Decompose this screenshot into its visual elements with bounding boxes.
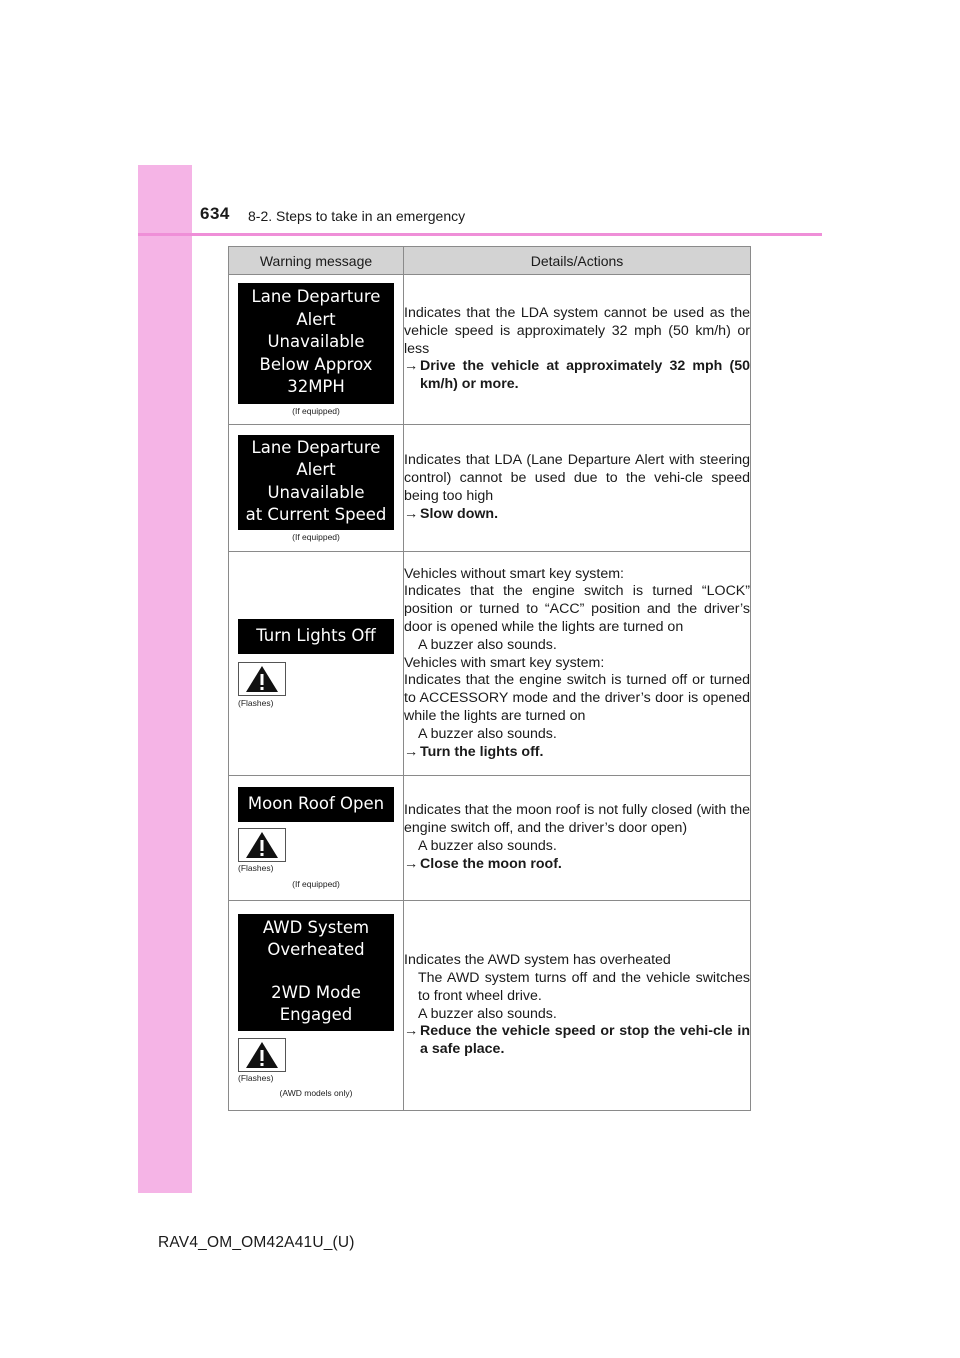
document-code-footer: RAV4_OM_OM42A41U_(U) — [158, 1234, 355, 1251]
chapter-side-tab — [138, 165, 192, 1193]
if-equipped-note: (If equipped) — [292, 878, 340, 889]
page-number: 634 — [200, 204, 230, 223]
warning-message-cell — [229, 425, 404, 552]
warning-light-box — [238, 662, 286, 696]
if-equipped-note: (If equipped) — [292, 405, 340, 416]
action-text — [404, 856, 750, 874]
warning-triangle-icon — [245, 831, 279, 859]
details-cell — [404, 776, 751, 901]
display-line: Lane Departure — [251, 287, 381, 307]
details-indented-text: A buzzer also sounds. — [418, 725, 557, 742]
display-line: Lane Departure — [251, 437, 381, 457]
details-text: Indicates the AWD system has overheated — [404, 952, 671, 969]
flashes-label: (Flashes) — [238, 862, 274, 873]
details-cell — [404, 901, 751, 1111]
details-text: Indicates that the LDA system cannot be used as the vehicle speed is approximately 32 mph (50 km/h) or less — [404, 305, 750, 357]
table-row — [229, 901, 751, 1111]
display-line: Alert — [296, 309, 336, 329]
action-label: Close the moon roof. — [420, 855, 562, 872]
details-indented-text: A buzzer also sounds. — [418, 1005, 557, 1022]
col-header-details-actions: Details/Actions — [404, 247, 751, 275]
display-line: Unavailable — [267, 482, 365, 502]
action-text — [404, 358, 750, 394]
table-row — [229, 776, 751, 901]
details-text: Indicates that the engine switch is turned “LOCK” position or turned to “ACC” position and the driver’s door is opened while the lights are turned on — [404, 583, 750, 635]
details-cell — [404, 425, 751, 552]
warning-light-box — [238, 1038, 286, 1072]
section-title: 8-2. Steps to take in an emergency — [248, 208, 466, 224]
display-line: Moon Roof Open — [247, 794, 385, 814]
display-line: Unavailable — [267, 332, 365, 352]
table-row — [229, 275, 751, 425]
display-blank-line — [238, 962, 394, 982]
details-cell — [404, 552, 751, 776]
arrow-icon: → — [404, 505, 419, 522]
details-cell — [404, 275, 751, 425]
warning-message-cell — [229, 275, 404, 425]
flashes-label: (Flashes) — [238, 697, 274, 708]
lda-unavailable-below-speed-display — [238, 283, 394, 404]
details-text: Indicates that the moon roof is not fully closed (with the engine switch off, and the driver’s door open) — [404, 802, 750, 837]
action-label: Turn the lights off. — [420, 743, 544, 760]
warning-light-box — [238, 828, 286, 862]
action-text — [404, 506, 750, 524]
details-indented-text: A buzzer also sounds. — [418, 838, 557, 854]
details-text: Indicates that LDA (Lane Departure Alert with steering control) cannot be used due to the vehi-cle speed being too high — [404, 452, 750, 504]
action-text — [404, 744, 750, 762]
flashes-label: (Flashes) — [238, 1072, 274, 1083]
arrow-icon: → — [404, 358, 419, 375]
display-line: Engaged — [279, 1005, 353, 1024]
details-text: Vehicles with smart key system: — [404, 654, 605, 671]
display-line: 32MPH — [287, 377, 345, 397]
arrow-icon: → — [404, 743, 419, 760]
arrow-icon: → — [404, 1023, 419, 1040]
turn-lights-off-display — [238, 619, 394, 654]
display-line: AWD System — [262, 917, 370, 937]
details-text: Indicates that the engine switch is turned off or turned to ACCESSORY mode and the driver’s door is opened while the lights are turned on — [404, 672, 750, 724]
display-line: Overheated — [267, 940, 365, 959]
table-row — [229, 552, 751, 776]
details-indented-text: The AWD system turns off and the vehicle switches to front wheel drive. — [418, 969, 750, 1004]
warning-message-cell — [229, 776, 404, 901]
if-equipped-note: (If equipped) — [292, 531, 340, 542]
lda-unavailable-current-speed-display — [238, 435, 394, 530]
action-label: Reduce the vehicle speed or stop the vehi-cle in a safe place. — [420, 1023, 750, 1058]
warning-triangle-icon — [245, 665, 279, 693]
header-rule — [138, 233, 822, 236]
display-line: at Current Speed — [245, 505, 387, 524]
table-header-row — [229, 247, 751, 275]
awd-overheated-display — [238, 914, 394, 1031]
display-line: Turn Lights Off — [256, 626, 376, 646]
warning-triangle-icon — [245, 1041, 279, 1069]
col-header-warning-message: Warning message — [229, 247, 404, 275]
action-label: Slow down. — [420, 505, 499, 522]
action-label: Drive the vehicle at approximately 32 mph (50 km/h) or more. — [420, 358, 750, 393]
display-line: Below Approx — [259, 354, 373, 374]
details-indented-text: A buzzer also sounds. — [418, 636, 557, 653]
action-text — [404, 1023, 750, 1059]
display-line: Alert — [296, 460, 336, 479]
details-text: Vehicles without smart key system: — [404, 565, 624, 582]
warning-message-cell — [229, 552, 404, 776]
arrow-icon: → — [404, 855, 419, 872]
warning-message-cell — [229, 901, 404, 1111]
moon-roof-open-display — [238, 787, 394, 822]
awd-models-only-note: (AWD models only) — [279, 1087, 353, 1098]
warning-messages-table — [228, 246, 751, 1111]
display-line: 2WD Mode — [271, 982, 361, 1002]
table-row — [229, 425, 751, 552]
